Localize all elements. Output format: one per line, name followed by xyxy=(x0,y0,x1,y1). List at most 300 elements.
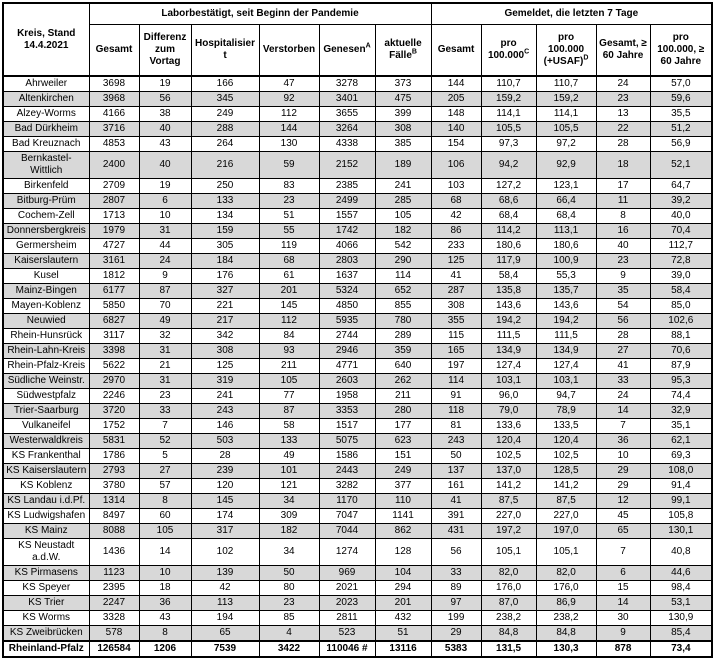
data-cell: 101 xyxy=(259,464,319,479)
data-cell: 43 xyxy=(139,611,191,626)
table-row xyxy=(3,464,712,479)
district-name: Ahrweiler xyxy=(3,76,89,92)
data-cell: 18 xyxy=(596,152,650,179)
data-cell: 19 xyxy=(139,76,191,92)
data-cell: 49 xyxy=(259,449,319,464)
data-cell: 130 xyxy=(259,137,319,152)
total-cell: 1206 xyxy=(139,641,191,657)
data-cell: 1786 xyxy=(89,449,139,464)
data-cell: 194,2 xyxy=(481,314,536,329)
data-cell: 7 xyxy=(596,539,650,566)
data-cell: 201 xyxy=(375,596,431,611)
data-cell: 17 xyxy=(596,179,650,194)
table-body xyxy=(3,76,712,657)
data-cell: 45 xyxy=(596,509,650,524)
data-cell: 8088 xyxy=(89,524,139,539)
total-name: Rheinland-Pfalz xyxy=(3,641,89,657)
data-cell: 21 xyxy=(139,359,191,374)
data-cell: 308 xyxy=(375,122,431,137)
column-header-aktuelle-faelle xyxy=(375,25,431,77)
data-cell: 118 xyxy=(431,404,481,419)
data-cell: 47 xyxy=(259,76,319,92)
data-cell: 3264 xyxy=(319,122,375,137)
data-cell: 103 xyxy=(431,179,481,194)
data-cell: 42 xyxy=(191,581,259,596)
data-cell: 194 xyxy=(191,611,259,626)
data-cell: 249 xyxy=(191,107,259,122)
data-cell: 4066 xyxy=(319,239,375,254)
column-header-pro-100k-usaf xyxy=(536,25,596,77)
table-row xyxy=(3,434,712,449)
data-cell: 211 xyxy=(375,389,431,404)
district-name: KS Trier xyxy=(3,596,89,611)
data-cell: 148 xyxy=(431,107,481,122)
data-cell: 2385 xyxy=(319,179,375,194)
data-cell: 2395 xyxy=(89,581,139,596)
table-row xyxy=(3,611,712,626)
column-header-gesamt-7t xyxy=(431,25,481,77)
data-cell: 24 xyxy=(139,254,191,269)
data-cell: 56 xyxy=(431,539,481,566)
district-name: Rhein-Lahn-Kreis xyxy=(3,344,89,359)
data-cell: 239 xyxy=(191,464,259,479)
data-cell: 41 xyxy=(431,269,481,284)
data-cell: 91 xyxy=(431,389,481,404)
table-row xyxy=(3,539,712,566)
superscript-note: C xyxy=(524,48,530,56)
data-cell: 85 xyxy=(259,611,319,626)
data-cell: 29 xyxy=(596,479,650,494)
data-cell: 86,9 xyxy=(536,596,596,611)
data-cell: 65 xyxy=(191,626,259,642)
data-cell: 640 xyxy=(375,359,431,374)
data-cell: 24 xyxy=(596,389,650,404)
data-cell: 50 xyxy=(259,566,319,581)
data-cell: 10 xyxy=(139,566,191,581)
data-cell: 113 xyxy=(191,596,259,611)
data-cell: 92 xyxy=(259,92,319,107)
data-cell: 49 xyxy=(139,314,191,329)
table-row xyxy=(3,152,712,179)
district-name: Südwestpfalz xyxy=(3,389,89,404)
table-row xyxy=(3,194,712,209)
data-cell: 95,3 xyxy=(650,374,712,389)
data-cell: 87,5 xyxy=(481,494,536,509)
data-cell: 1742 xyxy=(319,224,375,239)
data-cell: 56 xyxy=(596,314,650,329)
data-cell: 33 xyxy=(139,404,191,419)
data-cell: 2946 xyxy=(319,344,375,359)
table-header xyxy=(3,3,712,76)
data-cell: 9 xyxy=(596,269,650,284)
data-cell: 83 xyxy=(259,179,319,194)
district-name: Kaiserslautern xyxy=(3,254,89,269)
data-cell: 105,5 xyxy=(481,122,536,137)
column-header-hospitalisiert xyxy=(191,25,259,77)
data-cell: 144 xyxy=(431,76,481,92)
data-cell: 5831 xyxy=(89,434,139,449)
data-cell: 105 xyxy=(375,209,431,224)
table-row xyxy=(3,359,712,374)
data-cell: 87 xyxy=(259,404,319,419)
data-cell: 133 xyxy=(191,194,259,209)
data-cell: 105 xyxy=(139,524,191,539)
data-cell: 3401 xyxy=(319,92,375,107)
data-cell: 103,1 xyxy=(481,374,536,389)
data-cell: 12 xyxy=(596,494,650,509)
data-cell: 2023 xyxy=(319,596,375,611)
data-cell: 2246 xyxy=(89,389,139,404)
data-cell: 159,2 xyxy=(481,92,536,107)
district-name: Rhein-Pfalz-Kreis xyxy=(3,359,89,374)
group-header-last-7-days: Gemeldet, die letzten 7 Tage xyxy=(431,3,712,25)
data-cell: 305 xyxy=(191,239,259,254)
district-name: KS Koblenz xyxy=(3,479,89,494)
data-cell: 289 xyxy=(375,329,431,344)
district-name: Rhein-Hunsrück xyxy=(3,329,89,344)
data-cell: 542 xyxy=(375,239,431,254)
data-cell: 41 xyxy=(596,359,650,374)
district-name: Alzey-Worms xyxy=(3,107,89,122)
table-row xyxy=(3,179,712,194)
data-cell: 373 xyxy=(375,76,431,92)
data-cell: 62,1 xyxy=(650,434,712,449)
data-cell: 120,4 xyxy=(536,434,596,449)
data-cell: 89 xyxy=(431,581,481,596)
data-cell: 99,1 xyxy=(650,494,712,509)
table-row xyxy=(3,404,712,419)
data-cell: 59 xyxy=(259,152,319,179)
data-cell: 211 xyxy=(259,359,319,374)
data-cell: 4727 xyxy=(89,239,139,254)
total-cell: 3422 xyxy=(259,641,319,657)
data-cell: 120,4 xyxy=(481,434,536,449)
data-cell: 54 xyxy=(596,299,650,314)
table-row xyxy=(3,299,712,314)
data-cell: 1517 xyxy=(319,419,375,434)
data-cell: 327 xyxy=(191,284,259,299)
data-cell: 1812 xyxy=(89,269,139,284)
column-header-pro-100k-60plus xyxy=(650,25,712,77)
data-cell: 9 xyxy=(596,626,650,642)
data-cell: 5 xyxy=(139,449,191,464)
table-row xyxy=(3,596,712,611)
data-cell: 1557 xyxy=(319,209,375,224)
data-cell: 102 xyxy=(191,539,259,566)
data-cell: 2021 xyxy=(319,581,375,596)
data-cell: 102,5 xyxy=(536,449,596,464)
data-cell: 243 xyxy=(431,434,481,449)
data-cell: 159,2 xyxy=(536,92,596,107)
table-row xyxy=(3,524,712,539)
data-cell: 77 xyxy=(259,389,319,404)
data-cell: 144 xyxy=(259,122,319,137)
total-cell: 13116 xyxy=(375,641,431,657)
data-cell: 130,1 xyxy=(650,524,712,539)
data-cell: 88,1 xyxy=(650,329,712,344)
data-cell: 355 xyxy=(431,314,481,329)
data-cell: 3278 xyxy=(319,76,375,92)
data-cell: 14 xyxy=(139,539,191,566)
data-cell: 57 xyxy=(139,479,191,494)
district-name: KS Worms xyxy=(3,611,89,626)
table-row xyxy=(3,107,712,122)
district-name: Trier-Saarburg xyxy=(3,404,89,419)
data-cell: 134 xyxy=(191,209,259,224)
data-cell: 238,2 xyxy=(481,611,536,626)
data-cell: 112 xyxy=(259,314,319,329)
data-cell: 128 xyxy=(375,539,431,566)
data-cell: 2744 xyxy=(319,329,375,344)
data-cell: 115 xyxy=(431,329,481,344)
data-cell: 133,5 xyxy=(536,419,596,434)
data-cell: 29 xyxy=(431,626,481,642)
data-cell: 1436 xyxy=(89,539,139,566)
data-cell: 8 xyxy=(596,209,650,224)
data-cell: 1586 xyxy=(319,449,375,464)
data-cell: 94,2 xyxy=(481,152,536,179)
column-header-gesamt xyxy=(89,25,139,77)
total-cell: 878 xyxy=(596,641,650,657)
data-cell: 238,2 xyxy=(536,611,596,626)
data-cell: 134,9 xyxy=(536,344,596,359)
column-label: Genesen xyxy=(323,44,366,55)
table-row xyxy=(3,344,712,359)
data-cell: 166 xyxy=(191,76,259,92)
data-cell: 165 xyxy=(431,344,481,359)
superscript-note: D xyxy=(583,54,589,62)
data-cell: 264 xyxy=(191,137,259,152)
data-cell: 6177 xyxy=(89,284,139,299)
data-cell: 86 xyxy=(431,224,481,239)
data-cell: 151 xyxy=(375,449,431,464)
table-row xyxy=(3,224,712,239)
data-cell: 3398 xyxy=(89,344,139,359)
data-cell: 201 xyxy=(259,284,319,299)
column-label: pro 100.000 xyxy=(487,38,525,61)
data-cell: 59,6 xyxy=(650,92,712,107)
data-cell: 227,0 xyxy=(536,509,596,524)
data-cell: 85,0 xyxy=(650,299,712,314)
data-cell: 85,4 xyxy=(650,626,712,642)
district-name: Südliche Weinstr. xyxy=(3,374,89,389)
data-cell: 40 xyxy=(139,152,191,179)
data-cell: 105,8 xyxy=(650,509,712,524)
data-cell: 3716 xyxy=(89,122,139,137)
district-name: KS Pirmasens xyxy=(3,566,89,581)
data-cell: 50 xyxy=(431,449,481,464)
district-name: KS Neustadt a.d.W. xyxy=(3,539,89,566)
district-name: KS Kaiserslautern xyxy=(3,464,89,479)
table-row xyxy=(3,239,712,254)
data-cell: 342 xyxy=(191,329,259,344)
data-cell: 623 xyxy=(375,434,431,449)
data-cell: 862 xyxy=(375,524,431,539)
data-cell: 82,0 xyxy=(536,566,596,581)
district-name: Cochem-Zell xyxy=(3,209,89,224)
data-cell: 58,4 xyxy=(481,269,536,284)
table-row xyxy=(3,269,712,284)
data-cell: 385 xyxy=(375,137,431,152)
data-cell: 114 xyxy=(375,269,431,284)
data-cell: 2970 xyxy=(89,374,139,389)
data-cell: 16 xyxy=(596,224,650,239)
district-name: Bernkastel-Wittlich xyxy=(3,152,89,179)
data-cell: 79,0 xyxy=(481,404,536,419)
corner-header: Kreis, Stand 14.4.2021 xyxy=(3,3,89,76)
table-row xyxy=(3,479,712,494)
data-cell: 74,4 xyxy=(650,389,712,404)
district-name: KS Mainz xyxy=(3,524,89,539)
column-header-verstorben xyxy=(259,25,319,77)
table-row xyxy=(3,329,712,344)
district-name: Westerwaldkreis xyxy=(3,434,89,449)
data-cell: 35,1 xyxy=(650,419,712,434)
data-cell: 5075 xyxy=(319,434,375,449)
data-cell: 44,6 xyxy=(650,566,712,581)
data-cell: 345 xyxy=(191,92,259,107)
column-header-gesamt-60plus xyxy=(596,25,650,77)
total-cell: 126584 xyxy=(89,641,139,657)
district-name: Altenkirchen xyxy=(3,92,89,107)
data-cell: 70 xyxy=(139,299,191,314)
data-cell: 87,9 xyxy=(650,359,712,374)
data-cell: 317 xyxy=(191,524,259,539)
table-row xyxy=(3,509,712,524)
data-cell: 70,6 xyxy=(650,344,712,359)
data-cell: 123,1 xyxy=(536,179,596,194)
data-cell: 87,0 xyxy=(481,596,536,611)
table-row xyxy=(3,449,712,464)
district-name: KS Speyer xyxy=(3,581,89,596)
data-cell: 22 xyxy=(596,122,650,137)
data-cell: 127,4 xyxy=(536,359,596,374)
data-cell: 102,5 xyxy=(481,449,536,464)
data-cell: 4166 xyxy=(89,107,139,122)
data-cell: 7044 xyxy=(319,524,375,539)
data-cell: 110,7 xyxy=(536,76,596,92)
data-cell: 3117 xyxy=(89,329,139,344)
data-cell: 241 xyxy=(191,389,259,404)
data-cell: 189 xyxy=(375,152,431,179)
data-cell: 2247 xyxy=(89,596,139,611)
data-cell: 33 xyxy=(596,374,650,389)
data-cell: 24 xyxy=(596,76,650,92)
district-name: Birkenfeld xyxy=(3,179,89,194)
data-cell: 159 xyxy=(191,224,259,239)
header-columns-row xyxy=(3,25,712,77)
column-label: Gesamt xyxy=(437,44,475,55)
data-cell: 53,1 xyxy=(650,596,712,611)
data-cell: 32 xyxy=(139,329,191,344)
data-cell: 4 xyxy=(259,626,319,642)
total-cell: 130,3 xyxy=(536,641,596,657)
data-cell: 180,6 xyxy=(536,239,596,254)
total-cell: 73,4 xyxy=(650,641,712,657)
data-cell: 10 xyxy=(139,209,191,224)
data-cell: 4771 xyxy=(319,359,375,374)
data-cell: 2499 xyxy=(319,194,375,209)
data-cell: 3353 xyxy=(319,404,375,419)
data-cell: 70,4 xyxy=(650,224,712,239)
data-cell: 114,1 xyxy=(481,107,536,122)
data-cell: 194,2 xyxy=(536,314,596,329)
district-name: Kusel xyxy=(3,269,89,284)
data-cell: 39,2 xyxy=(650,194,712,209)
data-cell: 23 xyxy=(139,389,191,404)
data-cell: 287 xyxy=(431,284,481,299)
data-cell: 28 xyxy=(596,329,650,344)
superscript-note: A xyxy=(365,42,371,50)
data-cell: 652 xyxy=(375,284,431,299)
data-cell: 127,4 xyxy=(481,359,536,374)
data-cell: 145 xyxy=(191,494,259,509)
data-cell: 182 xyxy=(259,524,319,539)
data-cell: 5850 xyxy=(89,299,139,314)
data-cell: 51,2 xyxy=(650,122,712,137)
district-name: Vulkaneifel xyxy=(3,419,89,434)
data-cell: 120 xyxy=(191,479,259,494)
data-cell: 23 xyxy=(259,194,319,209)
data-cell: 57,0 xyxy=(650,76,712,92)
data-cell: 43 xyxy=(139,137,191,152)
data-cell: 4850 xyxy=(319,299,375,314)
district-name: Mayen-Koblenz xyxy=(3,299,89,314)
data-cell: 143,6 xyxy=(481,299,536,314)
data-cell: 2443 xyxy=(319,464,375,479)
data-cell: 128,5 xyxy=(536,464,596,479)
data-cell: 578 xyxy=(89,626,139,642)
table-row xyxy=(3,209,712,224)
data-cell: 97,3 xyxy=(481,137,536,152)
table-row xyxy=(3,494,712,509)
data-cell: 184 xyxy=(191,254,259,269)
data-cell: 137 xyxy=(431,464,481,479)
data-cell: 31 xyxy=(139,374,191,389)
data-cell: 117,9 xyxy=(481,254,536,269)
district-name: KS Landau i.d.Pf. xyxy=(3,494,89,509)
data-cell: 102,6 xyxy=(650,314,712,329)
data-cell: 217 xyxy=(191,314,259,329)
data-cell: 39,0 xyxy=(650,269,712,284)
data-cell: 359 xyxy=(375,344,431,359)
data-cell: 33 xyxy=(431,566,481,581)
district-name: Bad Kreuznach xyxy=(3,137,89,152)
data-cell: 105,1 xyxy=(481,539,536,566)
data-cell: 32,9 xyxy=(650,404,712,419)
data-cell: 51 xyxy=(375,626,431,642)
data-cell: 431 xyxy=(431,524,481,539)
data-cell: 197 xyxy=(431,359,481,374)
data-cell: 309 xyxy=(259,509,319,524)
data-cell: 68,6 xyxy=(481,194,536,209)
data-cell: 40,8 xyxy=(650,539,712,566)
data-cell: 23 xyxy=(596,92,650,107)
covid-statistics-table xyxy=(2,2,713,658)
total-cell: 5383 xyxy=(431,641,481,657)
data-cell: 285 xyxy=(375,194,431,209)
data-cell: 34 xyxy=(259,539,319,566)
data-cell: 1314 xyxy=(89,494,139,509)
data-cell: 31 xyxy=(139,344,191,359)
data-cell: 105,1 xyxy=(536,539,596,566)
data-cell: 135,8 xyxy=(481,284,536,299)
data-cell: 35,5 xyxy=(650,107,712,122)
data-cell: 249 xyxy=(375,464,431,479)
table-row xyxy=(3,122,712,137)
total-cell: 110046 # xyxy=(319,641,375,657)
data-cell: 100,9 xyxy=(536,254,596,269)
